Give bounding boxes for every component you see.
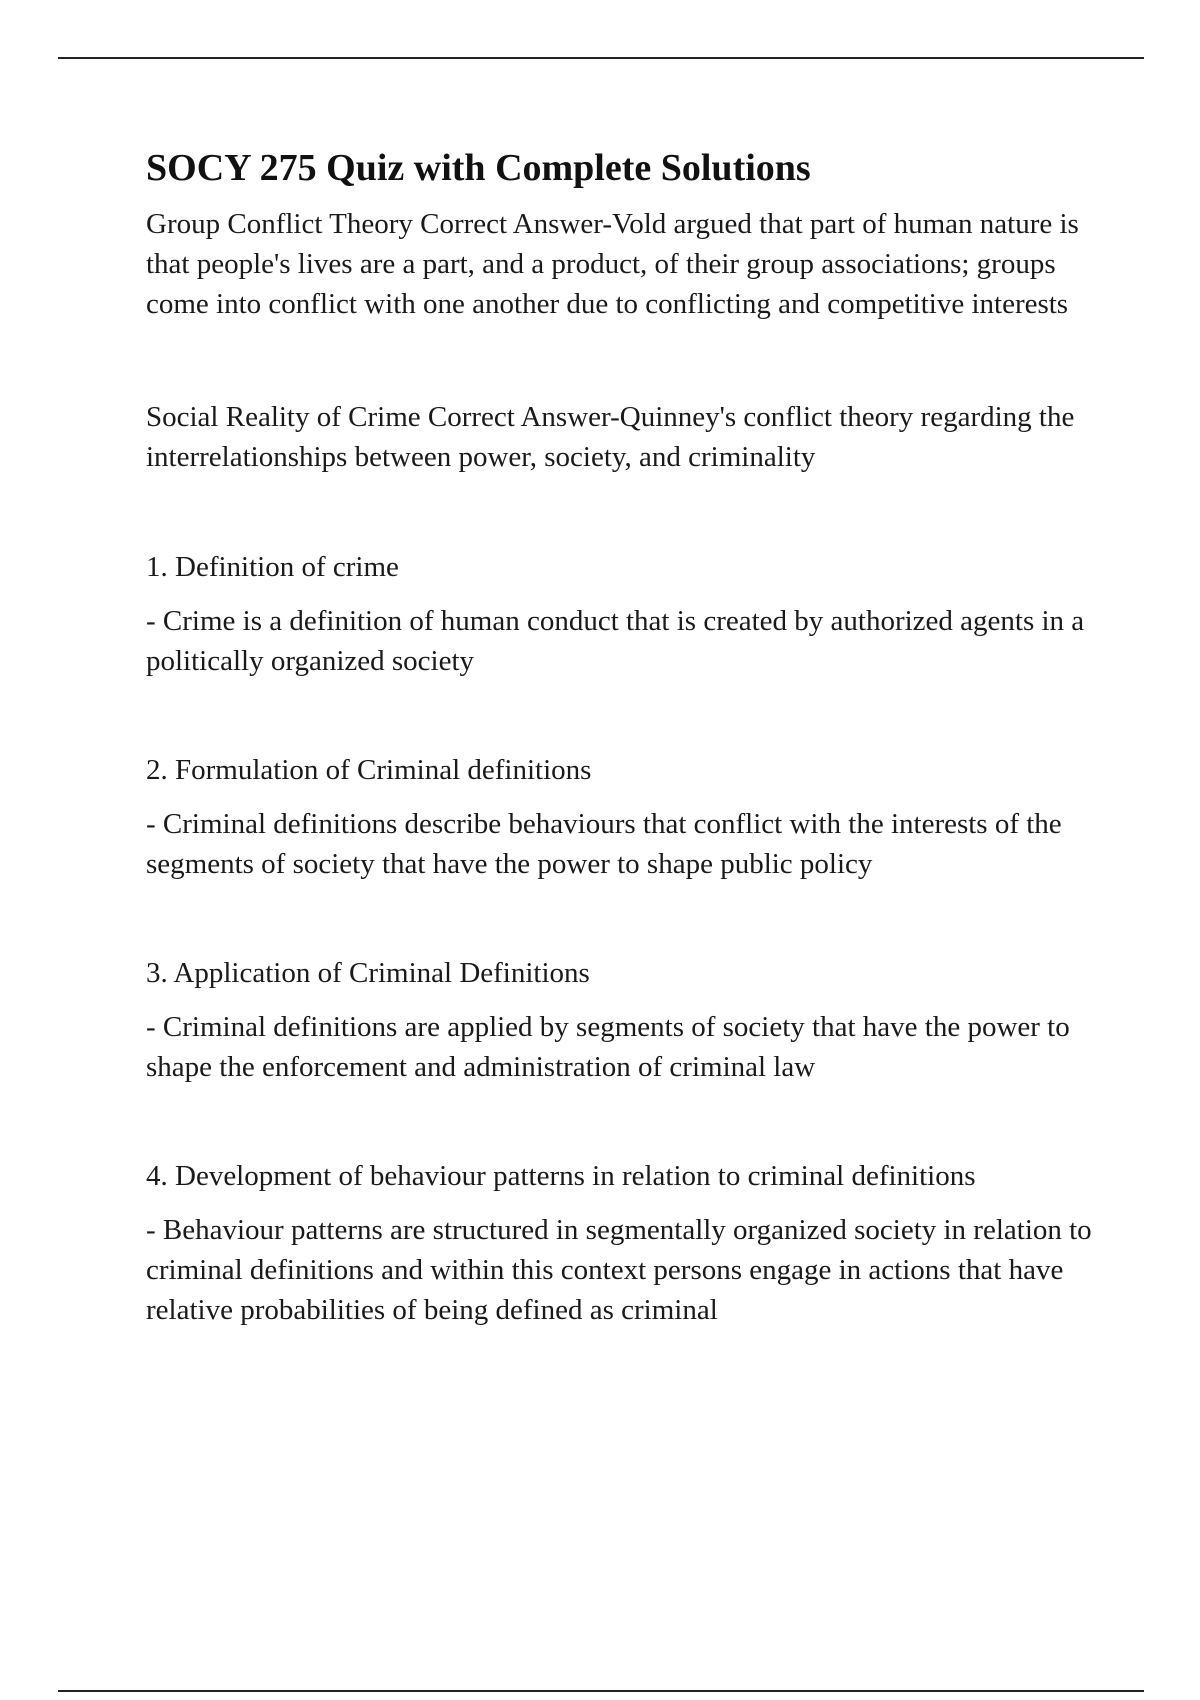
list-item	[146, 547, 1101, 681]
item-heading: 4. Development of behaviour patterns in relation to criminal definitions	[146, 1160, 976, 1192]
paragraph-social-reality-of-crime: Social Reality of Crime Correct Answer-Quinney's conflict theory regarding the interrelationships between power, society, and criminality	[146, 401, 1075, 473]
header-rule	[58, 57, 1144, 59]
list-item	[146, 1156, 1101, 1330]
list-item	[146, 750, 1101, 884]
footer-rule	[58, 1690, 1144, 1692]
item-heading: 3. Application of Criminal Definitions	[146, 957, 590, 989]
list-item	[146, 953, 1101, 1087]
item-body: - Crime is a definition of human conduct that is created by authorized agents in a politically organized society	[146, 605, 1085, 677]
item-heading: 1. Definition of crime	[146, 551, 399, 583]
item-heading: 2. Formulation of Criminal definitions	[146, 754, 592, 786]
item-body: - Behaviour patterns are structured in segmentally organized society in relation to criminal definitions and within this context persons engage in actions that have relative probabilities of being defined as criminal	[146, 1214, 1092, 1326]
item-body: - Criminal definitions describe behaviours that conflict with the interests of the segments of society that have the power to shape public policy	[146, 808, 1062, 880]
paragraph-group-conflict-theory: Group Conflict Theory Correct Answer-Vold argued that part of human nature is that people's lives are a part, and a product, of their group associations; groups come into conflict with one another due to conflicting and competitive interests	[146, 208, 1079, 320]
document-body	[146, 142, 1101, 1330]
document-title: SOCY 275 Quiz with Complete Solutions	[146, 147, 811, 189]
item-body: - Criminal definitions are applied by segments of society that have the power to shape the enforcement and administration of criminal law	[146, 1011, 1070, 1083]
